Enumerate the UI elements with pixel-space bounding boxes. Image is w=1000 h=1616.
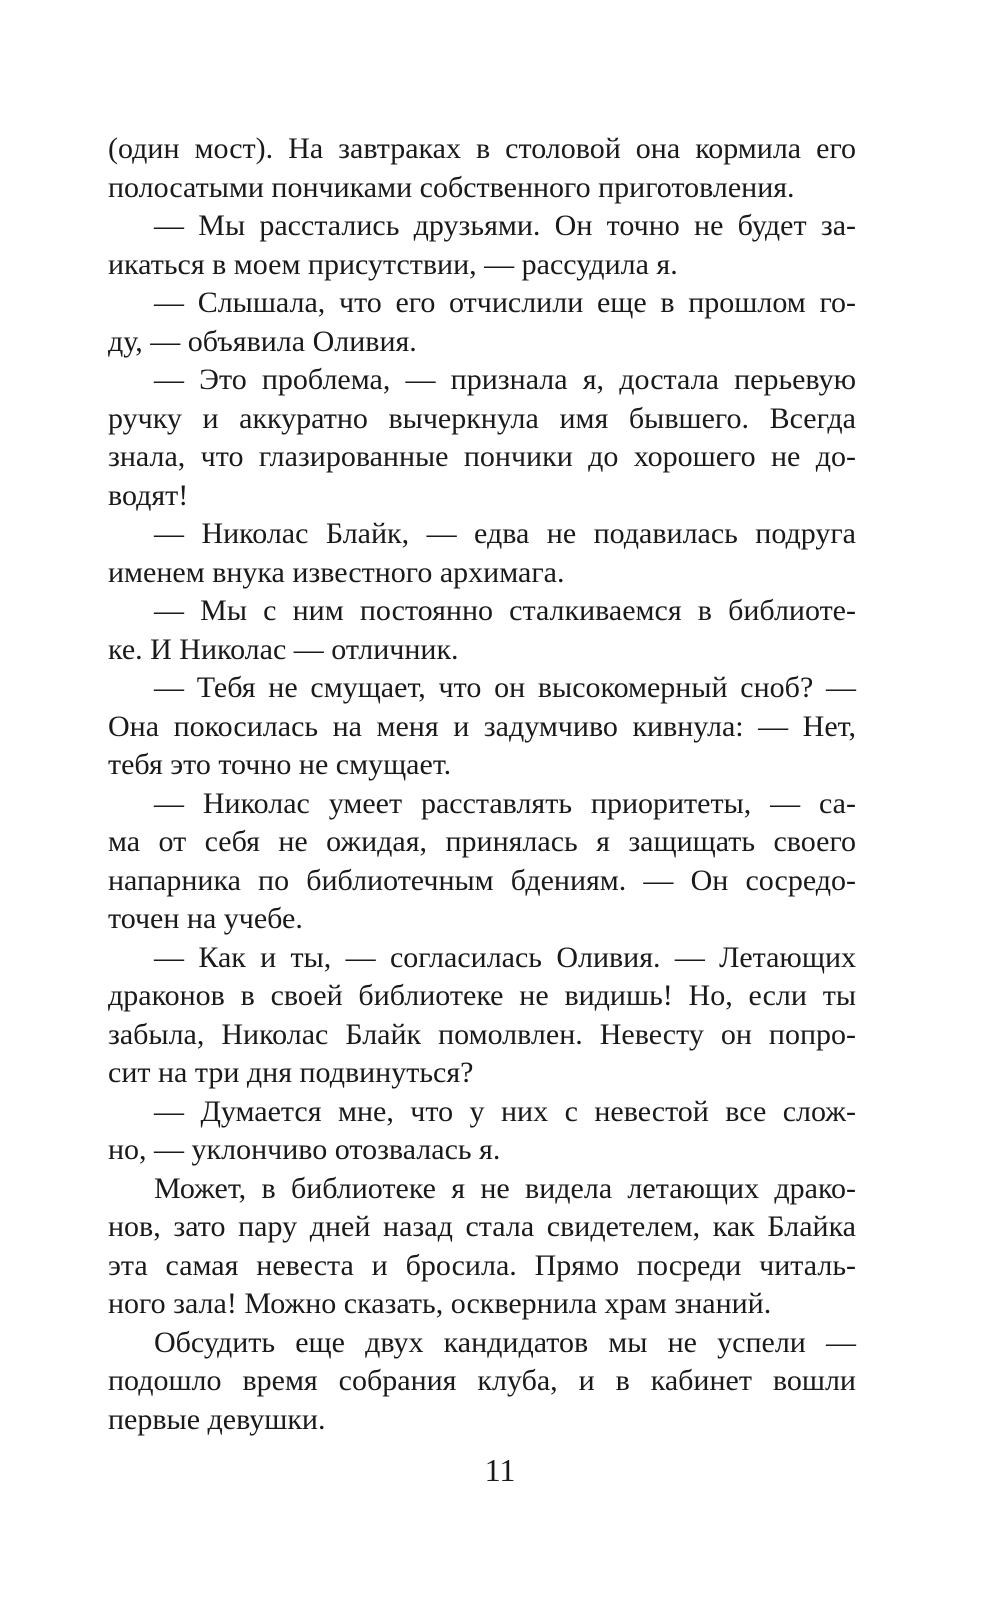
text-line: забыла, Николас Блайк помолвлен. Невесту он попро- (108, 1017, 856, 1051)
text-line: Может, в библиотеке я не видела летающих драко- (154, 1171, 856, 1205)
text-line: ного зала! Можно сказать, осквернила храм знаний. (108, 1287, 772, 1320)
text-line: Обсудить еще двух кандидатов мы не успели — (154, 1325, 856, 1359)
text-line: тебя это точно не смущает. (108, 748, 452, 781)
text-line: знала, что глазированные пончики до хорошего не до- (108, 440, 856, 473)
text-line: — Николас Блайк, — едва не подавилась подруга (154, 517, 856, 550)
text-line: ма от себя не ожидая, принялась я защищать своего (108, 825, 856, 858)
text-line: — Мы расстались друзьями. Он точно не будет за- (154, 209, 856, 242)
text-line: — Думается мне, что у них с невестой все слож- (154, 1094, 856, 1128)
text-line: напарника по библиотечным бдениям. — Он сосредо- (108, 863, 856, 897)
text-line: ручку и аккуратно вычеркнула имя бывшего. Всегда (108, 401, 856, 435)
text-line: эта самая невеста и бросила. Прямо посреди читаль- (108, 1248, 856, 1282)
text-line: но, — уклончиво отозвалась я. (108, 1133, 501, 1166)
text-line: нов, зато пару дней назад стала свидетелем, как Блайка (108, 1210, 856, 1243)
text-line: первые девушки. (108, 1402, 326, 1436)
text-line: Она покосилась на меня и задумчиво кивнула: — Нет, (108, 709, 856, 743)
text-line: точен на учебе. (108, 902, 303, 935)
text-line: — Это проблема, — признала я, достала перьевую (154, 363, 856, 396)
text-line: (один мост). На завтраках в столовой она кормила его (108, 132, 856, 165)
body-text (108, 130, 856, 1439)
text-line: сит на три дня подвинуться? (108, 1056, 474, 1089)
text-line: — Тебя не смущает, что он высокомерный сноб? — (154, 671, 856, 704)
text-line: именем внука известного архимага. (108, 555, 565, 589)
text-line: — Николас умеет расставлять приоритеты, — са- (154, 786, 856, 820)
text-line: икаться в моем присутствии, — рассудила я. (108, 247, 678, 281)
text-line: — Как и ты, — согласилась Оливия. — Летающих (154, 940, 856, 974)
page-number: 11 (484, 1452, 516, 1488)
text-line: — Мы с ним постоянно сталкиваемся в библиоте- (154, 594, 856, 627)
text-line: подошло время собрания клуба, и в кабинет вошли (108, 1364, 856, 1397)
text-line: водят! (108, 478, 189, 512)
text-line: драконов в своей библиотеке не видишь! Но, если ты (108, 979, 856, 1012)
text-line: ду, — объявила Оливия. (108, 324, 417, 358)
text-line: полосатыми пончиками собственного приготовления. (108, 170, 795, 204)
text-line: — Слышала, что его отчислили еще в прошлом го- (154, 286, 856, 319)
text-line: ке. И Николас — отличник. (108, 632, 459, 666)
